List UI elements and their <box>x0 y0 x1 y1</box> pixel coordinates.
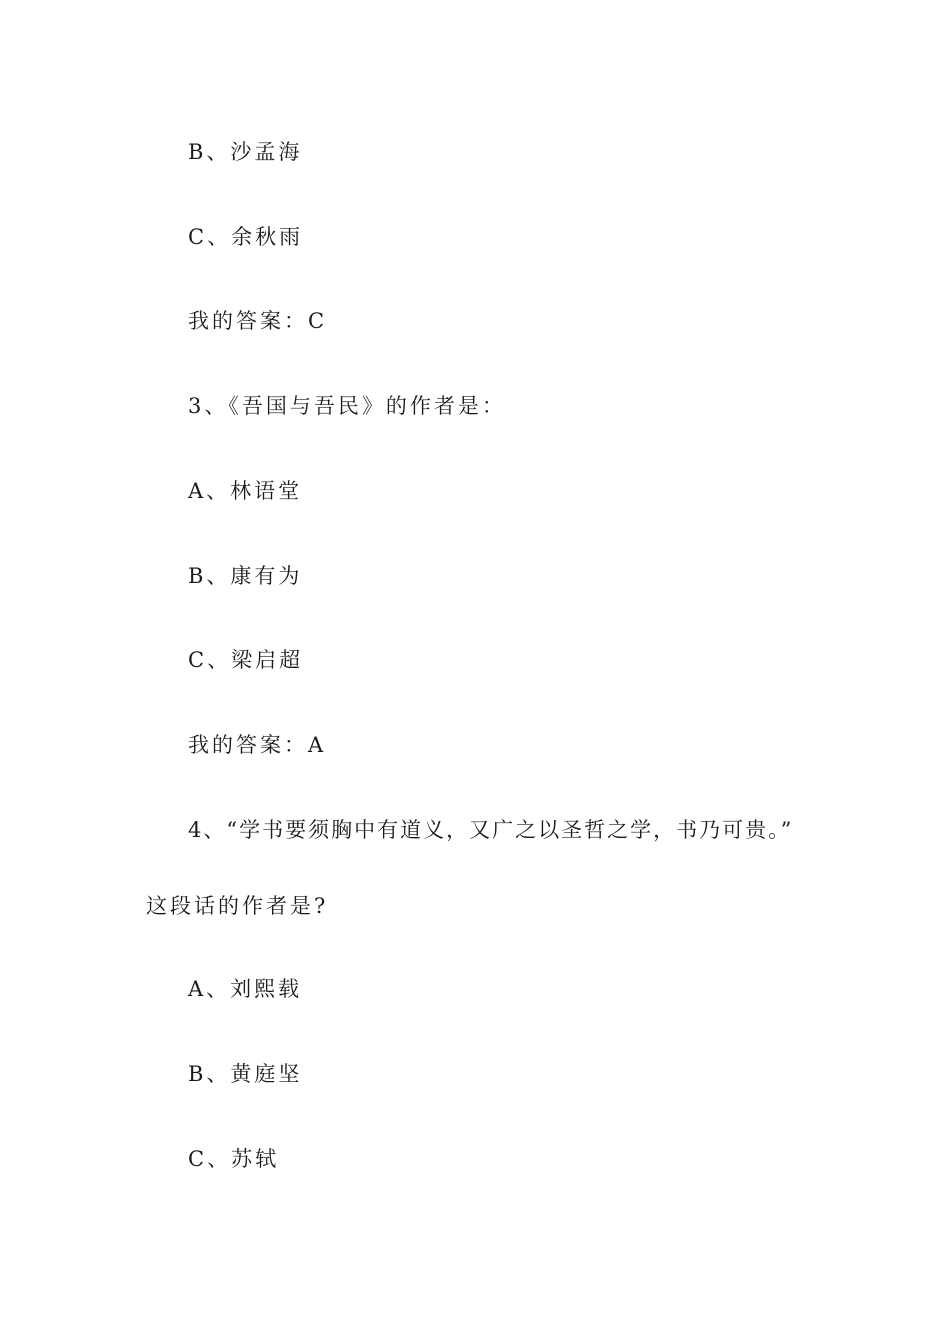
q4-question-line1: 4、“学书要须胸中有道义，又广之以圣哲之学，书乃可贵。” <box>188 818 794 842</box>
q4-option-c: C、苏轼 <box>188 1147 280 1171</box>
q3-option-a: A、林语堂 <box>188 479 303 503</box>
q3-option-c: C、梁启超 <box>188 648 304 672</box>
q3-question: 3、《吾国与吾民》的作者是： <box>188 394 506 418</box>
q2-my-answer: 我的答案：C <box>188 309 328 333</box>
q2-option-c: C、余秋雨 <box>188 225 304 249</box>
q4-option-a: A、刘熙载 <box>188 977 303 1001</box>
q3-my-answer: 我的答案：A <box>188 733 327 757</box>
q4-question-line2: 这段话的作者是? <box>146 894 329 918</box>
q2-option-b: B、沙孟海 <box>188 140 303 164</box>
q4-option-b: B、黄庭坚 <box>188 1062 303 1086</box>
q3-option-b: B、康有为 <box>188 564 303 588</box>
